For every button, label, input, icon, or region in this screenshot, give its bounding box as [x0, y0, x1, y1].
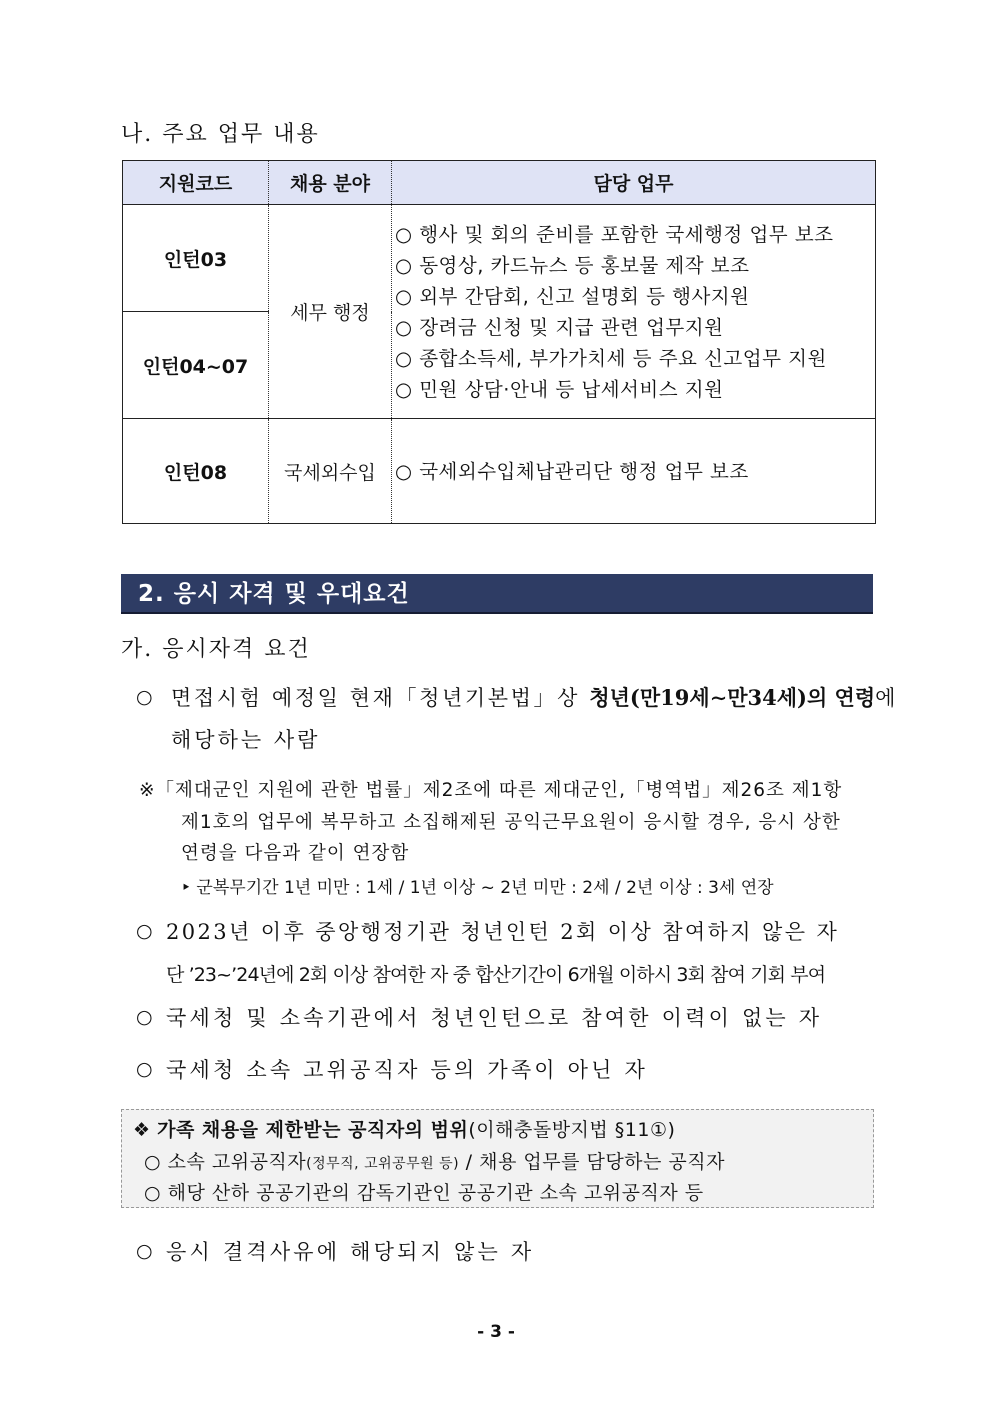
box-line1-rest: / 채용 업무를 담당하는 공직자	[459, 1151, 725, 1173]
section-ga-title: 가. 응시자격 요건	[121, 637, 311, 662]
bullet-icon: ○	[136, 686, 153, 708]
item1-text: 면접시험 예정일 현재「청년기본법」상	[171, 686, 590, 710]
note-line2: 제1호의 업무에 복무하고 소집해제된 공익근무요원이 응시할 경우, 응시 상한	[181, 812, 841, 833]
box-title-bold: 가족 채용을 제한받는 공직자의 범위	[157, 1119, 469, 1141]
code-cell: 인턴04~07	[123, 312, 269, 419]
bullet-icon: ○	[136, 1240, 153, 1262]
bullet-icon: ○	[136, 1058, 153, 1080]
box-line1-small: (정무직, 고위공무원 등)	[306, 1156, 460, 1172]
box-line1-text: ○ 소속 고위공직자	[144, 1151, 307, 1173]
duty-item: ○ 장려금 신청 및 지급 관련 업무지원	[395, 315, 724, 339]
duty-item: ○ 민원 상담·안내 등 납세서비스 지원	[395, 377, 724, 401]
table-row	[123, 419, 876, 524]
box-title-law: (이해충돌방지법 §11①)	[468, 1119, 676, 1141]
duty-table-header-row	[123, 161, 876, 205]
item2-line1: 2023년 이후 중앙행정기관 청년인턴 2회 이상 참여하지 않은 자	[166, 920, 840, 944]
field-cell: 국세외수입	[269, 419, 392, 524]
item2-line2: 단 ’23~’24년에 2회 이상 참여한 자 중 합산기간이 6개월 이하시 3회 참여 기회 부여	[166, 964, 826, 986]
item1-suffix: 에	[875, 686, 899, 710]
duty-item: ○ 외부 간담회, 신고 설명회 등 행사지원	[395, 284, 750, 308]
item4: 국세청 소속 고위공직자 등의 가족이 아닌 자	[166, 1058, 648, 1082]
duties-cell	[392, 205, 876, 419]
duty-table	[122, 160, 876, 524]
section-2-banner: 2. 응시 자격 및 우대요건	[121, 574, 873, 614]
duty-item: ○ 국세외수입체납관리단 행정 업무 보조	[395, 459, 749, 483]
diamond-icon: ❖	[133, 1119, 151, 1141]
table-row	[123, 205, 876, 312]
code-cell: 인턴08	[123, 419, 269, 524]
family-restriction-box	[121, 1109, 874, 1208]
item1-line1	[171, 682, 898, 712]
item1-emphasis: 청년(만19세∼만34세)의 연령	[589, 685, 876, 710]
duty-item: ○ 동영상, 카드뉴스 등 홍보물 제작 보조	[395, 253, 750, 277]
page-number: - 3 -	[477, 1322, 515, 1342]
item5: 응시 결격사유에 해당되지 않는 자	[166, 1240, 535, 1264]
note-line3: 연령을 다음과 같이 연장함	[181, 843, 410, 864]
header-duties: 담당 업무	[392, 161, 876, 205]
duty-item: ○ 행사 및 회의 준비를 포함한 국세행정 업무 보조	[395, 222, 834, 246]
duties-cell	[392, 419, 876, 524]
box-title	[133, 1115, 675, 1142]
duty-item: ○ 종합소득세, 부가가치세 등 주요 신고업무 지원	[395, 346, 827, 370]
note-line1: ※「제대군인 지원에 관한 법률」제2조에 따른 제대군인,「병역법」제26조 제1항	[139, 780, 843, 801]
header-field: 채용 분야	[269, 161, 392, 205]
box-line1	[144, 1147, 725, 1174]
section-na-title: 나. 주요 업무 내용	[121, 122, 320, 147]
box-line2: ○ 해당 산하 공공기관의 감독기관인 공공기관 소속 고위공직자 등	[144, 1182, 704, 1204]
item3: 국세청 및 소속기관에서 청년인턴으로 참여한 이력이 없는 자	[166, 1006, 823, 1030]
bullet-icon: ○	[136, 920, 153, 942]
header-code: 지원코드	[123, 161, 269, 205]
field-cell: 세무 행정	[269, 205, 392, 419]
note-sub: ‣ 군복무기간 1년 미만 : 1세 / 1년 이상 ~ 2년 미만 : 2세 / 2년 이상 : 3세 연장	[181, 878, 774, 898]
code-cell: 인턴03	[123, 205, 269, 312]
bullet-icon: ○	[136, 1006, 153, 1028]
item1-line2: 해당하는 사람	[171, 728, 321, 752]
